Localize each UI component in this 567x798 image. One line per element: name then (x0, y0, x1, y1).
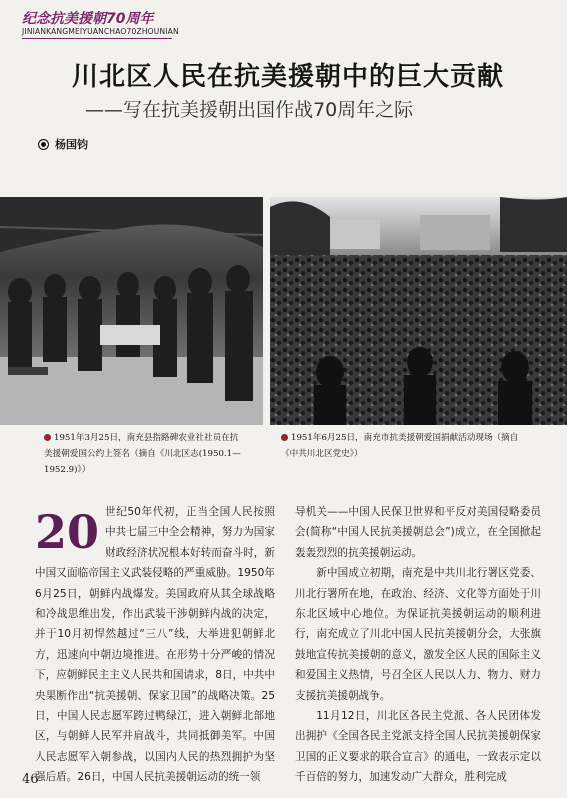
header-suffix: 周年 (125, 11, 154, 27)
header-number: 70 (106, 11, 126, 27)
author-name: 杨国钧 (55, 138, 88, 151)
article-title: 川北区人民在抗美援朝中的巨大贡献 (71, 62, 504, 92)
caption-1-line-2: 美援朝爱国公约上签名（摘自《川北区志(1950.1— (44, 449, 241, 459)
caption-dot-icon (44, 434, 51, 441)
caption-2-line-2: 《中共川北区党史》） (281, 449, 363, 459)
page-number: 46 (22, 772, 39, 787)
photo-signing-pledge (0, 197, 263, 425)
column-header (22, 8, 153, 28)
photo-caption-2 (281, 430, 553, 462)
header-pinyin: JINIANKANGMEIYUANCHAO70ZHOUNIAN (22, 27, 179, 36)
caption-2-line-1: 1951年6月25日，南充市抗美援朝爱国捐献活动现场（摘自 (291, 433, 519, 443)
article-paragraph-4: 11月12日，川北区各民主党派、各人民团体发出拥护《全国各民主党派支持全国人民抗美援朝保家卫国的正义要求的联合宣言》的通电，一致表示定以千百倍的努力，加速发动广大群众，胜利完成 (295, 710, 541, 784)
dropcap: 20 (35, 505, 100, 559)
article-paragraph-3: 新中国成立初期，南充是中共川北行署区党委、川北行署所在地，在政治、经济、文化等方面处于川东北区域中心地位。为保证抗美援朝运动的顺利进行，南充成立了川北中国人民抗美援朝分会，大张旗鼓地宣传抗美援朝的意义，激发全区人民的国际主义和爱国主义热情，号召全区人民以人力、物力、财力支援抗美援朝战争。 (295, 567, 541, 702)
author-line (38, 136, 88, 152)
article-paragraph-2: 导机关——中国人民保卫世界和平反对美国侵略委员会(简称“中国人民抗美援朝总会”)成立，在全国掀起轰轰烈烈的抗美援朝运动。 (295, 506, 541, 559)
article-subtitle: ——写在抗美援朝出国作战70周年之际 (85, 99, 414, 121)
photo-caption-1 (44, 430, 268, 478)
caption-dot-icon (281, 434, 288, 441)
article-paragraph-1 (35, 502, 275, 788)
header-divider (22, 38, 172, 39)
bullet-icon (38, 139, 49, 150)
caption-1-line-3: 1952.9)》） (44, 465, 91, 475)
caption-1-line-1: 1951年3月25日，南充县指路碑农业社社员在抗 (54, 433, 239, 443)
article-paragraph-1-text: 世纪50年代初，正当全国人民按照中共七届三中全会精神，努力为国家财政经济状况根本好转而奋斗时，新中国又面临帝国主义武装侵略的严重威胁。1950年6月25日，朝鲜内战爆发。美国政府从其全球战略和冷战思维出发，作出武装干涉朝鲜内战的决定，并于10月初悍然越过“三八”线，大举进犯朝鲜北方，迅速向中朝边境推进。在形势十分严峻的情况下，应朝鲜民主主义人民共和国请求，8日，中共中央果断作出“抗美援朝、保家卫国”的战略决策。25日，中国人民志愿军跨过鸭绿江，进入朝鲜北部地区，与朝鲜人民军并肩战斗，共同抵御美军。中国人民志愿军入朝参战，以国内人民的热烈拥护为坚强后盾。26日，中国人民抗美援朝运动的统一领 (35, 506, 275, 784)
article-column-1 (35, 502, 275, 788)
article-column-2 (295, 502, 541, 788)
header-prefix: 纪念抗美援朝 (22, 11, 106, 27)
photo-donation-rally (270, 197, 567, 425)
